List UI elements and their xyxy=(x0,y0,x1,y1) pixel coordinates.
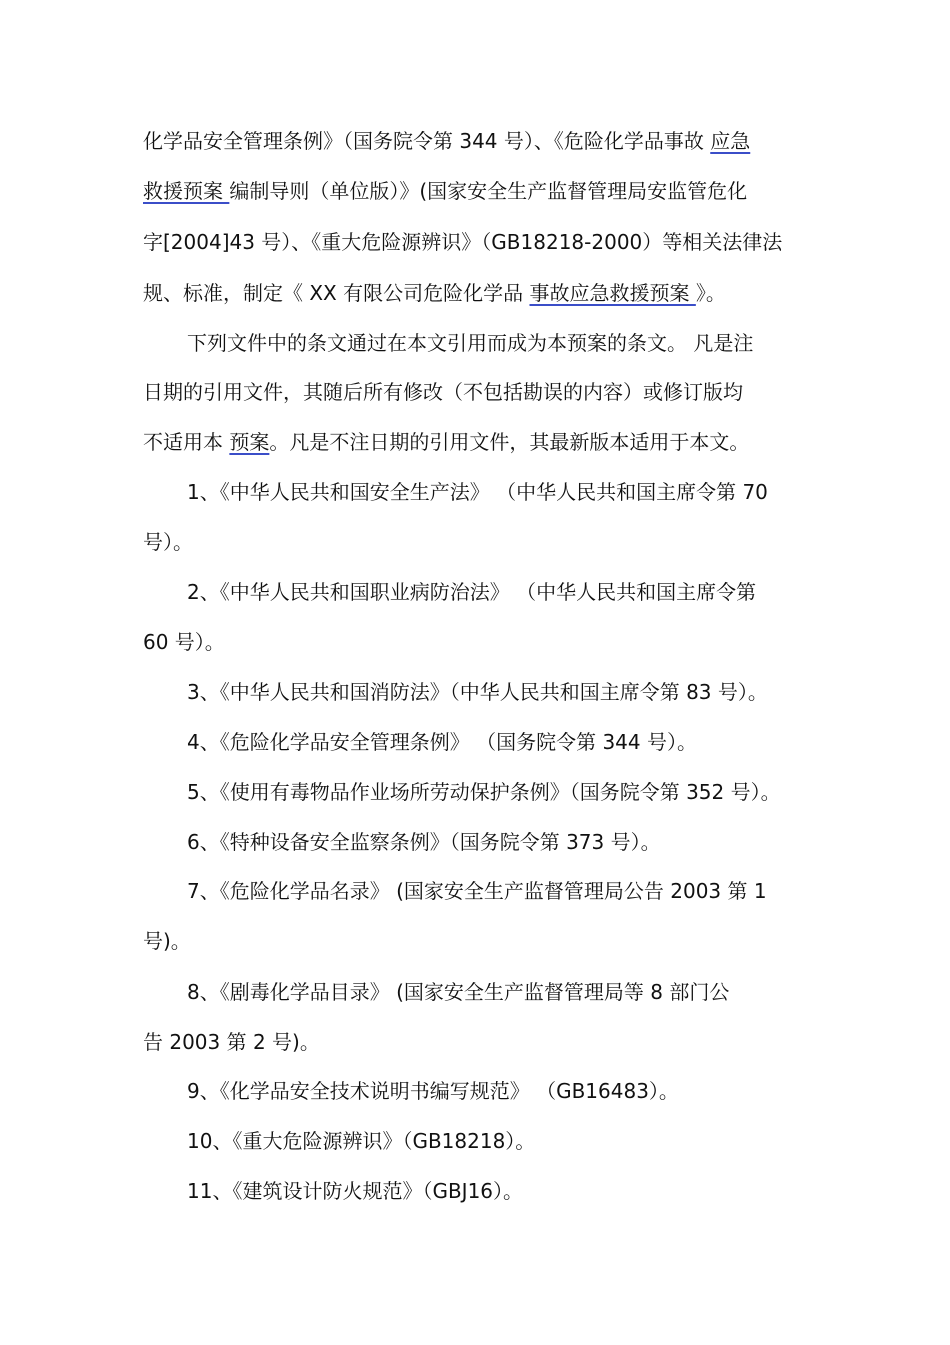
reference-11: 11、《建筑设计防火规范》（GBJ16）。 xyxy=(187,1179,524,1203)
paragraph1-line2-text: 编制导则（单位版）》(国家安全生产监督管理局安监管危化 xyxy=(229,179,748,203)
link-rescue-plan[interactable]: 救援预案 xyxy=(143,179,230,203)
paragraph2-line3 xyxy=(143,427,811,457)
reference-4: 4、《危险化学品安全管理条例》 （国务院令第 344 号）。 xyxy=(187,730,697,754)
reference-9: 9、《化学品安全技术说明书编写规范》 （GB16483）。 xyxy=(187,1079,679,1103)
paragraph1-line3: 字[2004]43 号）、《重大危险源辨识》（GB18218-2000）等相关法律法 xyxy=(143,230,783,254)
paragraph1-line4-text: 规、标准，制定《 XX 有限公司危险化学品 xyxy=(143,281,530,305)
reference-6: 6、《特种设备安全监察条例》（国务院令第 373 号）。 xyxy=(187,830,661,854)
paragraph1-line2 xyxy=(143,176,811,206)
reference-5: 5、《使用有毒物品作业场所劳动保护条例》（国务院令第 352 号）。 xyxy=(187,780,781,804)
reference-1: 1、《中华人民共和国安全生产法》 （中华人民共和国主席令第 70 xyxy=(187,480,768,504)
paragraph2-line3-text: 不适用本 xyxy=(143,430,230,454)
reference-7: 7、《危险化学品名录》 (国家安全生产监督管理局公告 2003 第 1 xyxy=(187,879,767,903)
paragraph1-line1-text: 化学品安全管理条例》（国务院令第 344 号）、《危险化学品事故 xyxy=(143,129,711,153)
reference-3: 3、《中华人民共和国消防法》（中华人民共和国主席令第 83 号）。 xyxy=(187,680,768,704)
link-plan[interactable]: 预案 xyxy=(229,430,270,454)
paragraph1-line4 xyxy=(143,278,811,308)
paragraph1-line1 xyxy=(143,126,811,156)
paragraph1-line4-end: 》。 xyxy=(695,281,726,305)
reference-2: 2、《中华人民共和国职业病防治法》 （中华人民共和国主席令第 xyxy=(187,580,757,604)
paragraph2-line1: 下列文件中的条文通过在本文引用而成为本预案的条文。 凡是注 xyxy=(187,331,754,355)
reference-8: 8、《剧毒化学品目录》 (国家安全生产监督管理局等 8 部门公 xyxy=(187,980,730,1004)
reference-7-cont: 号)。 xyxy=(143,929,191,953)
link-accident-rescue-plan[interactable]: 事故应急救援预案 xyxy=(529,281,696,305)
reference-8-cont: 告 2003 第 2 号)。 xyxy=(143,1030,320,1054)
paragraph2-line3-end: 。凡是不注日期的引用文件，其最新版本适用于本文。 xyxy=(269,430,750,454)
link-emergency[interactable]: 应急 xyxy=(710,129,751,153)
reference-1-cont: 号）。 xyxy=(143,530,193,554)
reference-2-cont: 60 号）。 xyxy=(143,630,225,654)
reference-10: 10、《重大危险源辨识》（GB18218）。 xyxy=(187,1129,536,1153)
paragraph2-line2: 日期的引用文件，其随后所有修改（不包括勘误的内容）或修订版均 xyxy=(143,380,743,404)
